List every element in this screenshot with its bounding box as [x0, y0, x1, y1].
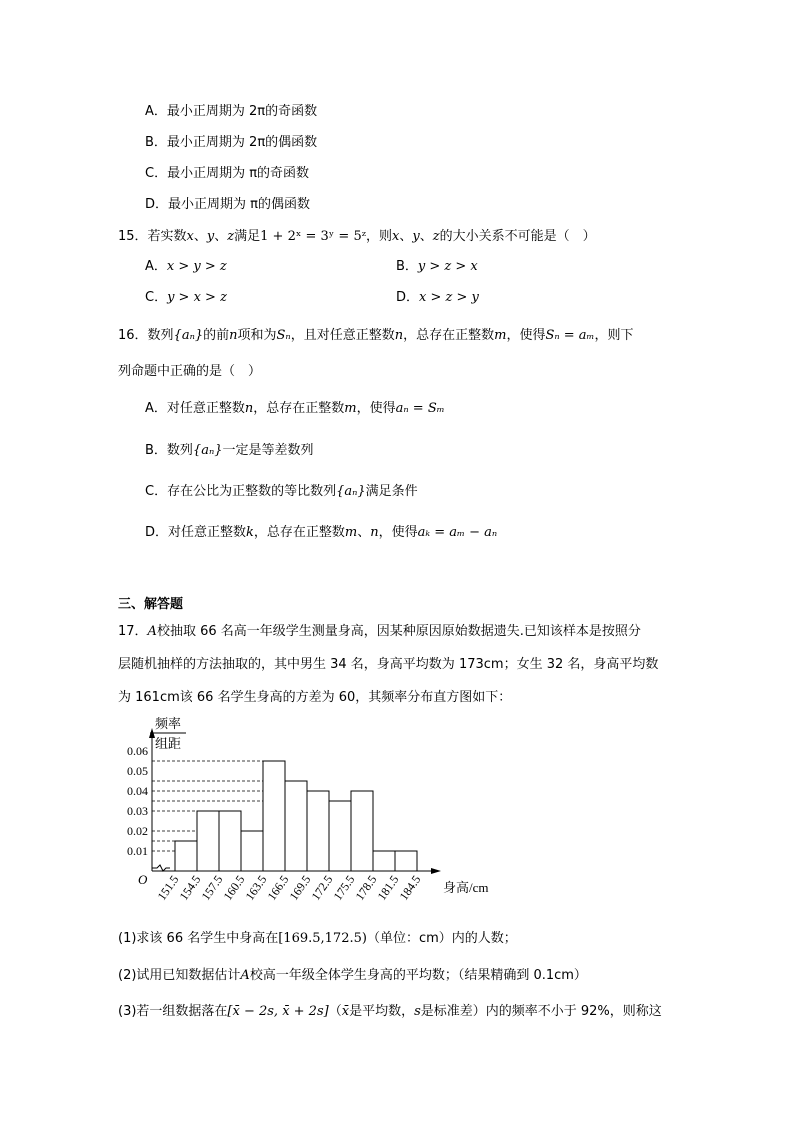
sep: 、	[419, 229, 433, 244]
q16-option-a	[145, 400, 445, 418]
y-label-denominator: 组距	[154, 736, 182, 751]
histogram-bar	[307, 791, 329, 871]
q17-line3: 为 161cm该 66 名学生身高的方差为 60，其频率分布直方图如下：	[118, 690, 512, 705]
option-text: 一定是等差数列	[222, 443, 314, 458]
sequence-symbol: {aₙ}	[192, 443, 223, 458]
part-text: 是标准差）内的频率不小于 92%，则称这	[420, 1004, 662, 1019]
stem-text: 项和为	[237, 328, 277, 343]
option-letter: A．	[145, 104, 167, 119]
stem-text: 校抽取 66 名高一年级学生测量身高，因某种原因原始数据遗失.已知该样本是按照分	[156, 624, 641, 639]
option-letter: B．	[396, 259, 418, 274]
histogram-bar	[197, 811, 219, 871]
histogram-bar	[175, 841, 197, 871]
x-axis-label: 身高/cm	[443, 880, 489, 895]
option-text: 、	[357, 525, 371, 540]
option-text: ，总存在正整数	[253, 401, 345, 416]
x-tick-label: 163.5	[242, 872, 270, 903]
y-tick-label: 0.02	[127, 824, 148, 838]
q14-option-b	[145, 134, 317, 152]
part-text: 是平均数，	[349, 1004, 415, 1019]
x-tick-label: 184.5	[396, 872, 424, 903]
var-z: z	[227, 229, 235, 244]
origin-label: O	[138, 872, 148, 887]
x-tick-label: 151.5	[154, 872, 182, 903]
var-m: m	[494, 328, 507, 343]
histogram-bar	[285, 781, 307, 871]
q14-option-d	[145, 196, 310, 214]
option-math: y > x > z	[167, 290, 227, 305]
histogram-bar	[351, 791, 373, 871]
var-m: m	[344, 525, 358, 540]
option-letter: C．	[145, 290, 168, 305]
histogram-bar	[329, 801, 351, 871]
part-text: (1)求该 66 名学生中身高在	[118, 931, 279, 946]
var-n: n	[394, 328, 404, 343]
x-tick-label: 160.5	[220, 872, 248, 903]
var-k: k	[246, 525, 254, 540]
y-tick-label: 0.04	[127, 784, 148, 798]
stem-text: ，总存在正整数	[403, 328, 495, 343]
x-tick-label: 181.5	[374, 872, 402, 903]
interval: [x̄ − 2s, x̄ + 2s]	[227, 1004, 329, 1019]
option-text: B．数列	[145, 443, 193, 458]
option-math: x > y > z	[166, 259, 227, 274]
option-letter: D．	[145, 197, 169, 212]
var-xbar: x̄	[341, 1004, 350, 1019]
part-text: 校高一年级全体学生身高的平均数；（结果精确到 0.1cm）	[249, 968, 587, 983]
x-tick-label: 178.5	[352, 872, 380, 903]
stem-text: 17．	[118, 624, 148, 639]
q16-option-c	[145, 483, 418, 501]
q15-stem	[118, 228, 596, 246]
histogram-bar	[241, 831, 263, 871]
histogram-bar	[219, 811, 241, 871]
q16-stem-line1	[118, 327, 634, 345]
var-z: z	[432, 229, 440, 244]
y-tick-label: 0.05	[127, 764, 148, 778]
option-text: 满足条件	[365, 484, 418, 499]
option-math: y > z > x	[417, 259, 478, 274]
x-tick-label: 157.5	[198, 872, 226, 903]
option-letter: A．	[145, 259, 167, 274]
var-y: y	[412, 229, 420, 244]
q17-part2	[118, 967, 587, 985]
q16-stem-line2: 列命题中正确的是（ ）	[118, 364, 262, 379]
q15-option-d	[396, 289, 479, 307]
var-n: n	[244, 401, 254, 416]
x-tick-label: 175.5	[330, 872, 358, 903]
q15-option-c	[145, 289, 227, 307]
var-y: y	[206, 229, 215, 244]
q15-option-a	[145, 258, 227, 276]
stem-text: 的前	[203, 328, 230, 343]
histogram-bar	[373, 851, 395, 871]
var-n: n	[229, 328, 238, 343]
var-x: x	[186, 229, 194, 244]
x-tick-label: 169.5	[286, 872, 314, 903]
sequence-symbol: {aₙ}	[173, 328, 204, 343]
stem-text: 的大小关系不可能是（ ）	[439, 229, 596, 244]
y-tick-label: 0.03	[127, 804, 148, 818]
var-a: A	[240, 968, 250, 983]
q16-option-b	[145, 442, 314, 460]
q17-part1	[118, 930, 517, 948]
histogram-bar	[395, 851, 417, 871]
var-sn: Sₙ	[276, 328, 291, 343]
q14-option-c	[145, 165, 309, 183]
x-tick-label: 154.5	[176, 872, 204, 903]
var-n: n	[370, 525, 379, 540]
option-text: A．对任意正整数	[145, 401, 245, 416]
stem-text: 满足	[234, 229, 261, 244]
sep: 、	[399, 229, 413, 244]
stem-text: ，则	[366, 229, 393, 244]
sep: 、	[214, 229, 228, 244]
option-text: 最小正周期为 π的偶函数	[168, 197, 310, 212]
var-m: m	[344, 401, 357, 416]
x-tick-label: 172.5	[308, 872, 336, 903]
option-text: 最小正周期为 π的奇函数	[167, 166, 310, 181]
option-text: 最小正周期为 2π的偶函数	[166, 135, 318, 150]
interval: [169.5,172.5)	[278, 931, 367, 946]
option-text: 最小正周期为 2π的奇函数	[166, 104, 318, 119]
option-text: D．对任意正整数	[145, 525, 247, 540]
y-label-numerator: 频率	[154, 716, 182, 731]
equation: Sₙ = aₘ	[545, 328, 595, 343]
x-axis-arrow	[431, 868, 441, 874]
q17-line1	[118, 623, 641, 641]
stem-text: ，使得	[506, 328, 546, 343]
y-tick-label: 0.06	[127, 744, 148, 758]
x-tick-label: 166.5	[264, 872, 292, 903]
stem-text: 16．数列	[118, 328, 174, 343]
sequence-symbol: {aₙ}	[336, 484, 366, 499]
option-text: ，使得	[356, 401, 396, 416]
frequency-histogram	[110, 714, 530, 914]
part-text: (3)若一组数据落在	[118, 1004, 228, 1019]
option-letter: C．	[145, 166, 168, 181]
q15-option-b	[396, 258, 478, 276]
equation: aₙ = Sₘ	[395, 401, 445, 416]
option-text: C．存在公比为正整数的等比数列	[145, 484, 337, 499]
part-text: （	[328, 1004, 342, 1019]
option-text: ，总存在正整数	[253, 525, 345, 540]
option-math: x > z > y	[419, 290, 479, 305]
part-text: （单位：cm）内的人数；	[366, 931, 517, 946]
q17-line2: 层随机抽样的方法抽取的，其中男生 34 名，身高平均数为 173cm；女生 32 名，身高平均数	[118, 657, 659, 672]
histogram-bar	[263, 761, 285, 871]
y-tick-label: 0.01	[127, 844, 148, 858]
var-s: s	[414, 1004, 421, 1019]
var-a: A	[147, 624, 157, 639]
var-x: x	[392, 229, 400, 244]
sep: 、	[193, 229, 207, 244]
x-axis-break	[152, 865, 170, 871]
option-letter: B．	[145, 135, 167, 150]
part-text: (2)试用已知数据估计	[118, 968, 241, 983]
section-title: 三、解答题	[118, 597, 184, 612]
q14-option-a	[145, 103, 317, 121]
stem-text: ，则下	[594, 328, 634, 343]
stem-text: ，且对任意正整数	[290, 328, 395, 343]
condition-formula: 1 + 2ˣ = 3ʸ = 5ᶻ	[260, 229, 367, 244]
option-text: ，使得	[378, 525, 418, 540]
stem-text: 15．若实数	[118, 229, 187, 244]
q17-part3	[118, 1003, 662, 1021]
equation: aₖ = aₘ − aₙ	[417, 525, 498, 540]
option-letter: D．	[396, 290, 420, 305]
q16-option-d	[145, 524, 497, 542]
